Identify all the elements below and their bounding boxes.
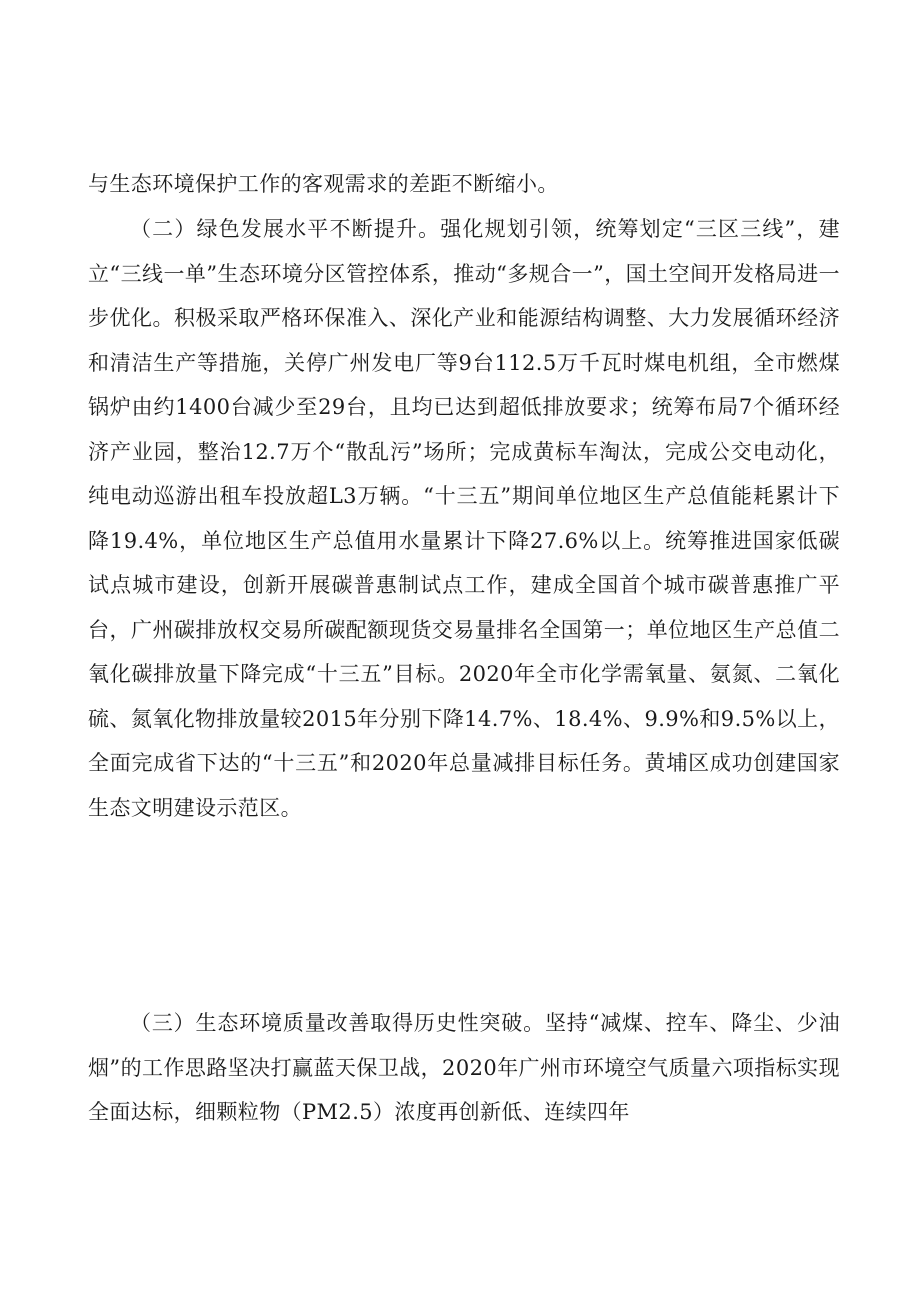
- paragraph-1: 与生态环境保护工作的客观需求的差距不断缩小。: [88, 172, 559, 196]
- paragraph-environment-quality: [88, 1001, 840, 1135]
- paragraph-3: （三）生态环境质量改善取得历史性突破。坚持“减煤、控车、降尘、少油烟”的工作思路坚决打赢蓝天保卫战，2020年广州市环境空气质量六项指标实现全面达标，细颗粒物（PM2.5）浓度再创新低、连续四年: [88, 1011, 840, 1124]
- paragraph-2: （二）绿色发展水平不断提升。强化规划引领，统筹划定“三区三线”，建立“三线一单”生态环境分区管控体系，推动“多规合一”，国土空间开发格局进一步优化。积极采取严格环保准入、深化产业和能源结构调整、大力发展循环经济和清洁生产等措施，关停广州发电厂等9台112.5万千瓦时煤电机组，全市燃煤锅炉由约1400台减少至29台，且均已达到超低排放要求；统筹布局7个循环经济产业园，整治12.7万个“散乱污”场所；完成黄标车淘汰，完成公交电动化，纯电动巡游出租车投放超L3万辆。“十三五”期间单位地区生产总值能耗累计下降19.4%，单位地区生产总值用水量累计下降27.6%以上。统筹推进国家低碳试点城市建设，创新开展碳普惠制试点工作，建成全国首个城市碳普惠推广平台，广州碳排放权交易所碳配额现货交易量排名全国第一；单位地区生产总值二氧化碳排放量下降完成“十三五”目标。2020年全市化学需氧量、氨氮、二氧化硫、氮氧化物排放量较2015年分别下降14.7%、18.4%、9.9%和9.5%以上，全面完成省下达的“十三五”和2020年总量减排目标任务。黄埔区成功创建国家生态文明建设示范区。: [88, 217, 840, 820]
- paragraph-continuation: [88, 162, 840, 207]
- paragraph-green-development: [88, 207, 840, 830]
